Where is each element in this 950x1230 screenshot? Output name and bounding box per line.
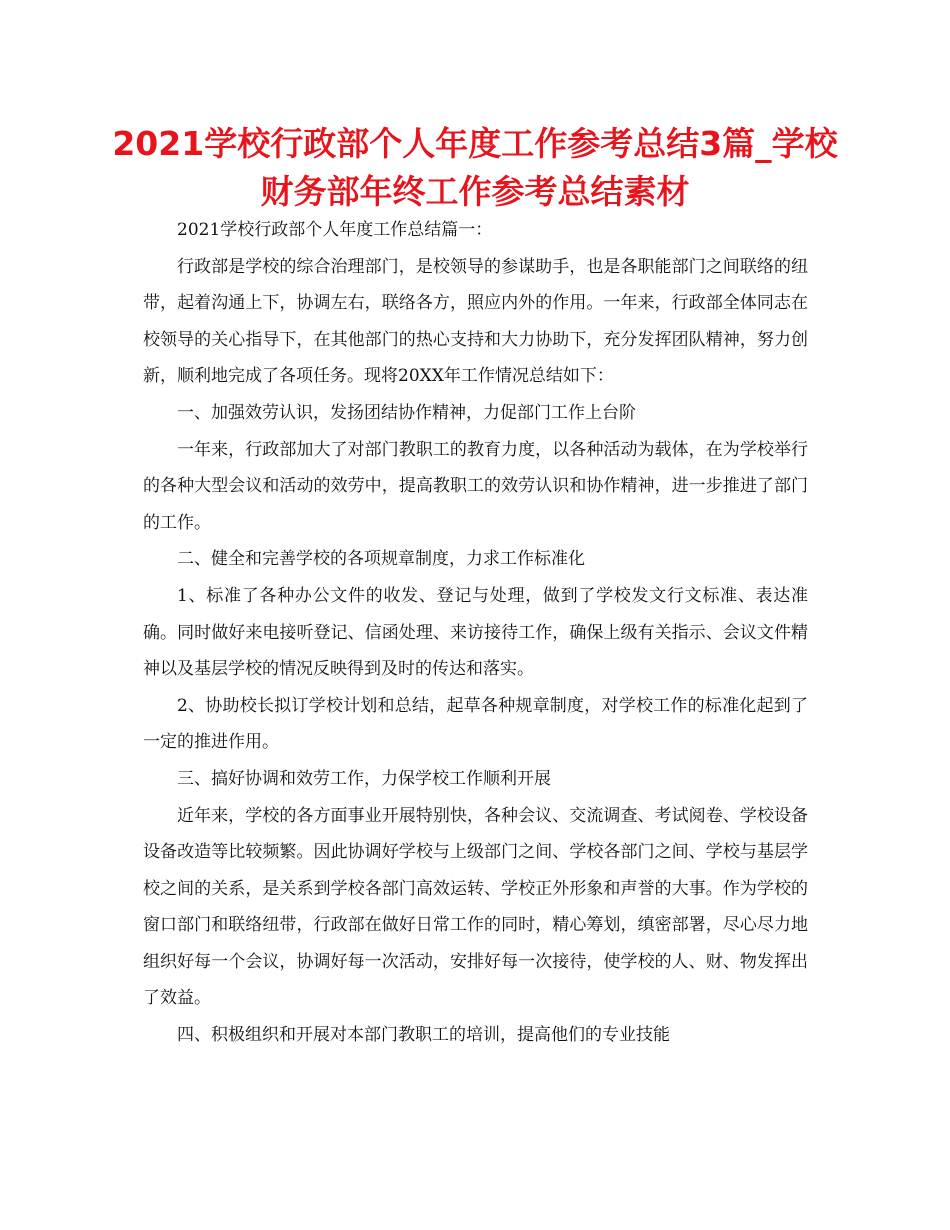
section-heading-part-one: 2021学校行政部个人年度工作总结篇一：	[177, 220, 493, 240]
paragraph-item-one: 1、标准了各种办公文件的收发、登记与处理，做到了学校发文行文标准、表达准确。同时做好来电接听登记、信函处理、来访接待工作，确保上级有关指示、会议文件精神以及基层学校的情况反映得到及时的传达和落实。	[143, 585, 808, 680]
section-heading-one: 一、加强效劳认识，发扬团结协作精神，力促部门工作上台阶	[177, 402, 636, 423]
section-heading-two: 二、健全和完善学校的各项规章制度，力求工作标准化	[177, 549, 585, 570]
document-title: 2021学校行政部个人年度工作参考总结3篇_学校财务部年终工作参考总结素材	[112, 124, 838, 211]
section-heading-three: 三、搞好协调和效劳工作，力保学校工作顺利开展	[177, 768, 551, 789]
paragraph-section-three: 近年来，学校的各方面事业开展特别快，各种会议、交流调查、考试阅卷、学校设备设备改造等比较频繁。因此协调好学校与上级部门之间、学校各部门之间、学校与基层学校之间的关系，是关系到学校各部门高效运转、学校正外形象和声誉的大事。作为学校的窗口部门和联络纽带，行政部在做好日常工作的同时，精心筹划，缜密部署，尽心尽力地组织好每一个会议，协调好每一次活动，安排好每一次接待，使学校的人、财、物发挥出了效益。	[143, 805, 808, 1009]
paragraph-intro: 行政部是学校的综合治理部门，是校领导的参谋助手，也是各职能部门之间联络的纽带，起着沟通上下，协调左右，联络各方，照应内外的作用。一年来，行政部全体同志在校领导的关心指导下，在其他部门的热心支持和大力协助下，充分发挥团队精神，努力创新，顺利地完成了各项任务。现将20XX年工作情况总结如下：	[143, 256, 808, 387]
paragraph-section-one: 一年来，行政部加大了对部门教职工的教育力度，以各种活动为载体，在为学校举行的各种大型会议和活动的效劳中，提高教职工的效劳认识和协作精神，进一步推进了部门的工作。	[143, 439, 808, 533]
paragraph-item-two: 2、协助校长拟订学校计划和总结，起草各种规章制度，对学校工作的标准化起到了一定的推进作用。	[143, 695, 808, 753]
document-body	[143, 212, 808, 1054]
section-heading-four: 四、积极组织和开展对本部门教职工的培训，提高他们的专业技能	[177, 1025, 670, 1046]
